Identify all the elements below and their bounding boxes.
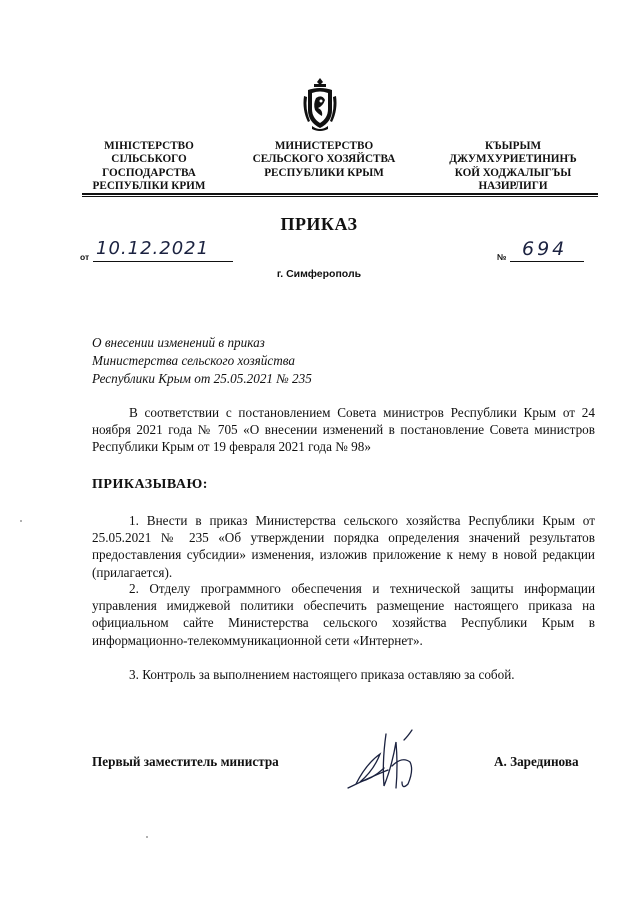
scan-speck <box>20 520 22 522</box>
handwritten-signature-icon <box>342 726 428 800</box>
header-line: СЕЛЬСКОГО ХОЗЯЙСТВА <box>252 153 396 166</box>
header-ukrainian <box>84 140 214 194</box>
number-prefix: № <box>497 252 507 262</box>
header-line: РЕСПУБЛИКИ КРЫМ <box>264 166 384 179</box>
scan-speck <box>146 836 148 838</box>
order-item-2: 2. Отделу программного обеспечения и технической защиты информации управления имиджевой политики обеспечить размещение настоящего приказа на официальном сайте Министерства сельского хозяйства Республики Крым в информационно-телекоммуникационной сети «Интернет». <box>92 581 595 648</box>
header-line: КОЙ ХОДЖАЛЫГЪЫ <box>454 166 572 179</box>
subject-line: Министерства сельского хозяйства <box>92 353 295 368</box>
header-line: НАЗИРЛИГИ <box>478 180 548 193</box>
document-title: ПРИКАЗ <box>280 214 358 234</box>
header-divider <box>82 193 598 195</box>
subject-line: О внесении изменений в приказ <box>92 335 265 350</box>
header-crimean-tatar <box>424 140 602 194</box>
header-divider <box>82 196 598 197</box>
intro-paragraph: В соответствии с постановлением Совета министров Республики Крым от 24 ноября 2021 года № 705 «О внесении изменений в постановление Совета министров Республики Крым от 19 февраля 2021 года № 98» <box>92 405 595 455</box>
number-underline <box>510 261 584 262</box>
number-handwritten: 694 <box>522 238 568 260</box>
order-word: ПРИКАЗЫВАЮ: <box>92 477 208 492</box>
header-line: КЪЫРЫМ <box>484 140 542 152</box>
coat-of-arms-icon <box>300 76 340 132</box>
order-item-3: 3. Контроль за выполнением настоящего приказа оставляю за собой. <box>129 667 515 682</box>
order-subject <box>92 334 312 388</box>
date-underline <box>93 261 233 262</box>
order-item-1: 1. Внести в приказ Министерства сельского хозяйства Республики Крым от 25.05.2021 № 235 «Об утверждении порядка определения значений результатов предоставления субсидии» изменения, изложив приложение к нему в новой редакции (прилагается). <box>92 513 595 580</box>
date-prefix: от <box>80 252 90 262</box>
header-line: ГОСПОДАРСТВА <box>102 166 196 179</box>
city: г. Симферополь <box>276 268 362 280</box>
header-line: СІЛЬСЬКОГО <box>111 153 187 166</box>
subject-line: Республики Крым от 25.05.2021 № 235 <box>92 371 312 386</box>
header-line: МИНИСТЕРСТВО <box>274 140 374 152</box>
header-line: ДЖУМХУРИЕТИНИНЪ <box>449 153 577 166</box>
signer-position: Первый заместитель министра <box>92 754 279 769</box>
date-handwritten: 10.12.2021 <box>96 238 210 259</box>
signer-name: А. Зарединова <box>494 754 579 769</box>
header-russian <box>236 140 412 180</box>
header-line: РЕСПУБЛІКИ КРИМ <box>92 180 206 193</box>
header-line: МІНІСТЕРСТВО <box>104 140 194 152</box>
